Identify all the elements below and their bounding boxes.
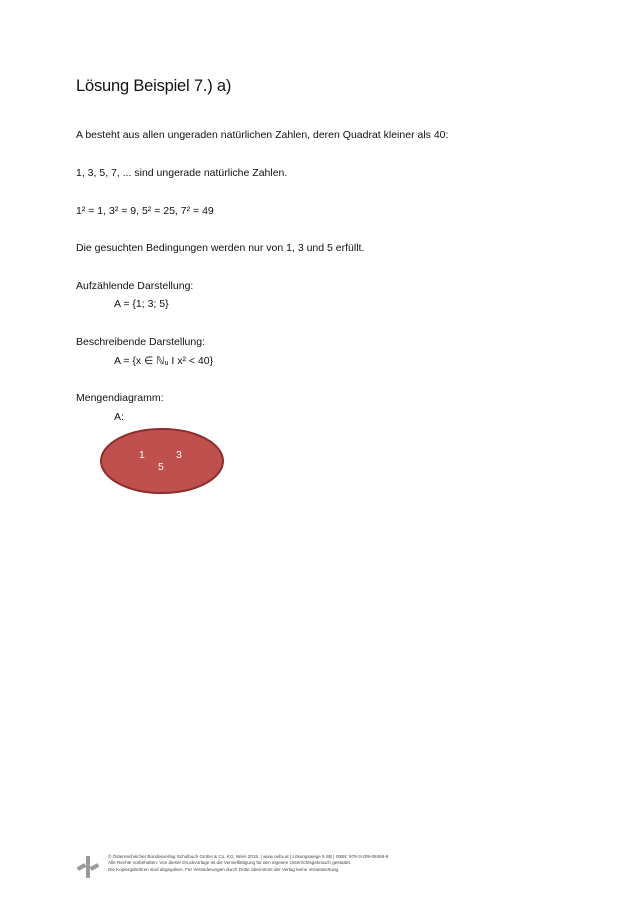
natural-numbers-subscript: u xyxy=(164,360,169,367)
publisher-logo-icon xyxy=(76,855,100,879)
venn-element-5: 5 xyxy=(158,461,164,473)
venn-heading: Mengendiagramm: xyxy=(76,392,164,404)
odd-numbers-text: 1, 3, 5, 7, ... sind ungerade natürliche Zahlen. xyxy=(76,167,288,179)
enumerative-heading: Aufzählende Darstellung: xyxy=(76,280,194,292)
footer-copyright: © Österreichischer Bundesverlag Schulbuch GmbH & Co. KG, Wien 2015. | www.oebv.at | Lösungswege 5 SB | ISBN: 978-3-209-08466-8 xyxy=(108,854,389,859)
footer-fees: Die Kopiergebühren sind abgegolten. Für Veränderungen durch Dritte übernimmt der Verlag keine Verantwortung. xyxy=(108,866,340,872)
descriptive-heading: Beschreibende Darstellung: xyxy=(76,336,205,348)
venn-set-label: A: xyxy=(114,411,124,423)
descriptive-set-end: I x² < 40} xyxy=(168,355,214,367)
conditions-text: Die gesuchten Bedingungen werden nur von 1, 3 und 5 erfüllt. xyxy=(76,242,365,254)
venn-element-1: 1 xyxy=(139,449,145,461)
intro-text: A besteht aus allen ungeraden natürlichen Zahlen, deren Quadrat kleiner als 40: xyxy=(76,129,449,141)
footer-rights: Alle Rechte vorbehalten. Von dieser Druckvorlage ist die Vervielfältigung für den eigenen Unterrichtsgebrauch gestattet. xyxy=(108,860,352,866)
venn-diagram xyxy=(99,427,225,495)
descriptive-set-start: A = {x ∈ ℕ xyxy=(114,355,165,367)
squares-text: 1² = 1, 3² = 9, 5² = 25, 7² = 49 xyxy=(76,205,214,217)
page-title: Lösung Beispiel 7.) a) xyxy=(76,77,232,95)
venn-element-3: 3 xyxy=(176,449,182,461)
enumerative-set: A = {1; 3; 5} xyxy=(114,298,169,310)
footer-text xyxy=(108,854,388,873)
descriptive-set xyxy=(114,355,213,367)
